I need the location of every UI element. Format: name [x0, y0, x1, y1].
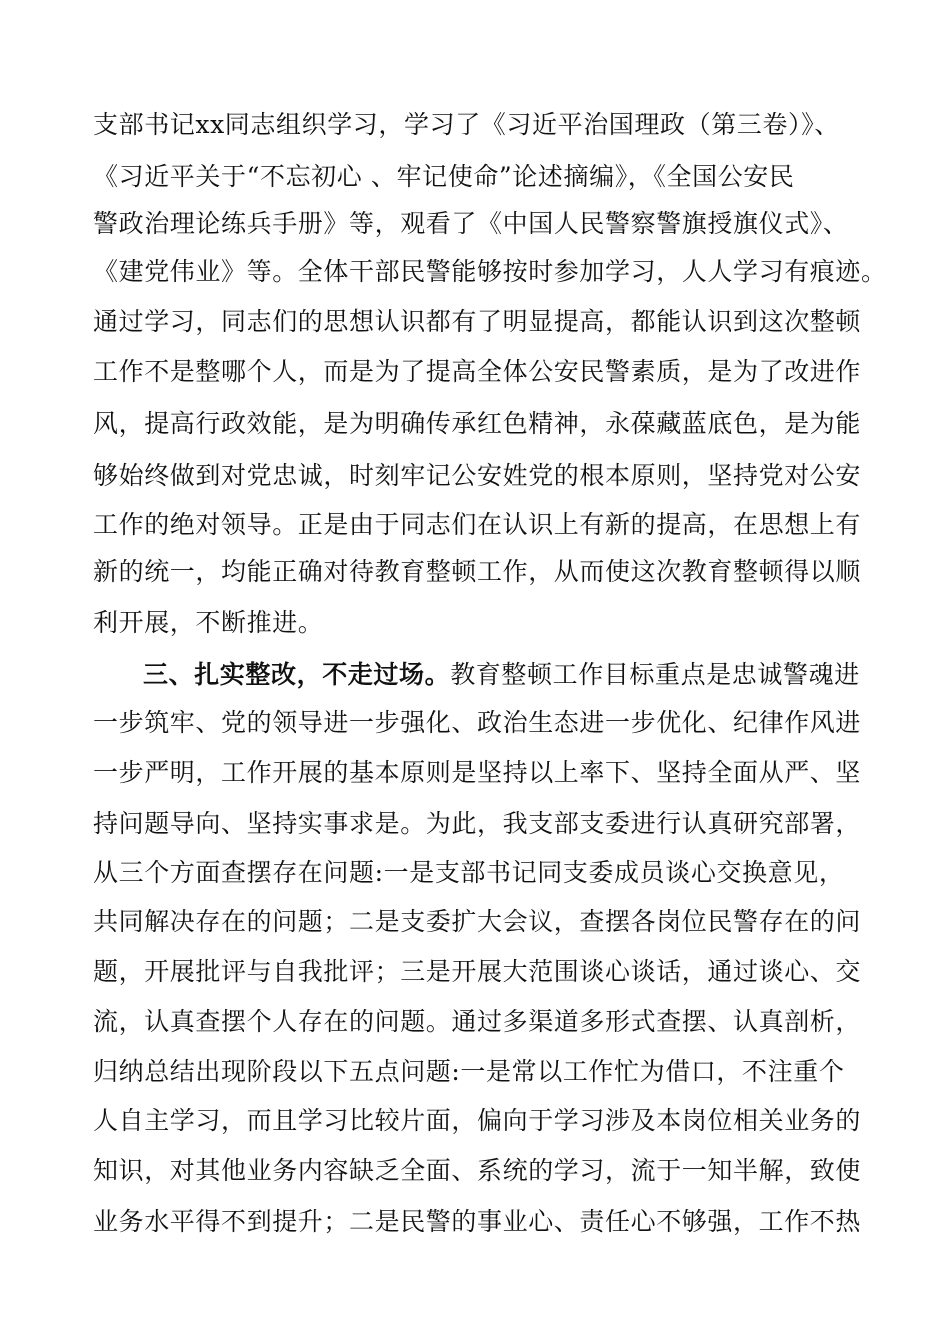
text-line: 业务水平得不到提升；二是民警的事业心、责任心不够强，工作不热 [93, 1207, 862, 1236]
text-line: 持问题导向、坚持实事求是。为此，我支部支委进行认真研究部署， [93, 809, 862, 838]
text-line: 人自主学习，而且学习比较片面，偏向于学习涉及本岗位相关业务的 [93, 1106, 862, 1135]
text-line: 流，认真查摆个人存在的问题。通过多渠道多形式查摆、认真剖析， [93, 1007, 862, 1036]
section-3-first-line [143, 660, 860, 690]
text-line: 《习近平关于“不忘初心 、牢记使命”论述摘编》，《全国公安民 [93, 162, 795, 191]
text-line: 够始终做到对党忠诚，时刻牢记公安姓党的根本原则，坚持党对公安 [93, 461, 862, 490]
text-line: 共同解决存在的问题；二是支委扩大会议，查摆各岗位民警存在的问 [93, 907, 862, 936]
text-line: 从三个方面查摆存在问题:一是支部书记同支委成员谈心交换意见， [93, 858, 845, 887]
text-line: 题，开展批评与自我批评；三是开展大范围谈心谈话，通过谈心、交 [93, 957, 862, 986]
text-line: 工作的绝对领导。正是由于同志们在认识上有新的提高，在思想上有 [93, 510, 862, 539]
text-line: 通过学习，同志们的思想认识都有了明显提高，都能认识到这次整顿 [93, 307, 862, 336]
text-line: 《建党伟业》等。全体干部民警能够按时参加学习，人人学习有痕迹。 [93, 257, 887, 286]
text-line: 支部书记xx同志组织学习，学习了《习近平治国理政（第三卷）》、 [93, 110, 840, 139]
text-line: 工作不是整哪个人，而是为了提高全体公安民警素质，是为了改进作 [93, 357, 862, 386]
section-3-first-line-text: 教育整顿工作目标重点是忠诚警魂进 [450, 660, 860, 689]
text-line: 知识，对其他业务内容缺乏全面、系统的学习，流于一知半解，致使 [93, 1156, 862, 1185]
text-line: 风，提高行政效能，是为明确传承红色精神，永葆藏蓝底色，是为能 [93, 409, 862, 438]
text-line: 归纳总结出现阶段以下五点问题:一是常以工作忙为借口，不注重个 [93, 1057, 845, 1086]
section-3-heading: 三、扎实整改，不走过场。 [143, 660, 451, 689]
text-line: 利开展，不断推进。 [93, 608, 324, 637]
text-line: 警政治理论练兵手册》等，观看了《中国人民警察警旗授旗仪式》、 [93, 209, 849, 238]
text-line: 一步筑牢、党的领导进一步强化、政治生态进一步优化、纪律作风进 [93, 708, 862, 737]
text-line: 一步严明，工作开展的基本原则是坚持以上率下、坚持全面从严、坚 [93, 758, 862, 787]
text-line: 新的统一，均能正确对待教育整顿工作，从而使这次教育整顿得以顺 [93, 557, 862, 586]
